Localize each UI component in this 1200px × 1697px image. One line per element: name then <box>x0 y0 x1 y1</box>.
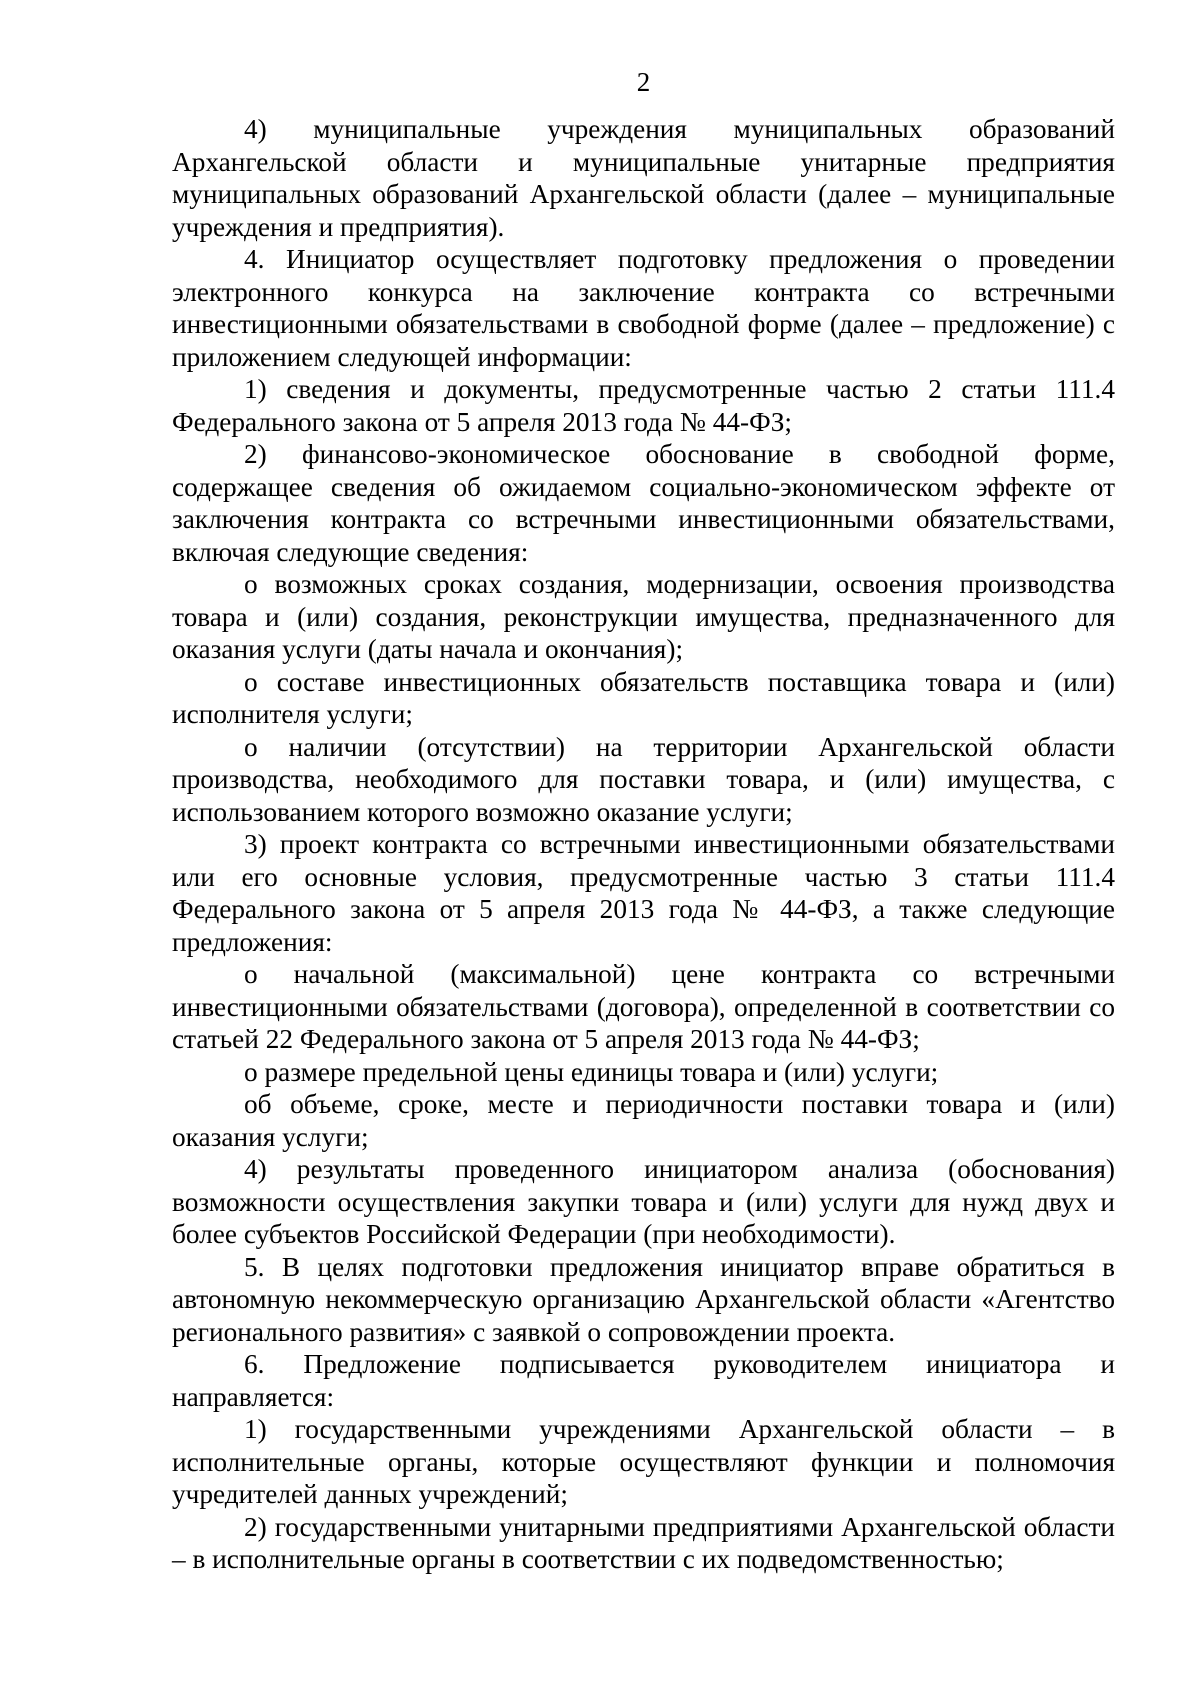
paragraph-clause-6-item-2: 2) государственными унитарными предприятиями Архангельской области – в исполнительные органы в соответствии с их подведомственностью; <box>172 1511 1115 1574</box>
paragraph-subitem-1-documents: 1) сведения и документы, предусмотренные частью 2 статьи 111.4 Федерального закона от 5 апреля 2013 года № 44-ФЗ; <box>172 374 1115 437</box>
paragraph-bullet-terms: о возможных сроках создания, модернизации, освоения производства товара и (или) создания, реконструкции имущества, предназначенного для оказания услуги (даты начала и окончания); <box>172 569 1115 664</box>
paragraph-bullet-volume: об объеме, сроке, месте и периодичности поставки товара и (или) оказания услуги; <box>172 1089 1115 1152</box>
paragraph-clause-6: 6. Предложение подписывается руководителем инициатора и направляется: <box>172 1349 1115 1412</box>
paragraph-bullet-unit-price: о размере предельной цены единицы товара и (или) услуги; <box>244 1056 939 1087</box>
paragraph-bullet-obligations: о составе инвестиционных обязательств поставщика товара и (или) исполнителя услуги; <box>172 666 1115 729</box>
paragraph-bullet-production: о наличии (отсутствии) на территории Архангельской области производства, необходимого для поставки товара, и (или) имущества, с использованием которого возможно оказание услуги; <box>172 731 1115 827</box>
page-number: 2 <box>636 67 651 97</box>
paragraph-bullet-price: о начальной (максимальной) цене контракта со встречными инвестиционными обязательствами (договора), определенной в соответствии со статьей 22 Федерального закона от 5 апреля 2013 года № 44-ФЗ; <box>172 959 1115 1054</box>
paragraph-clause-6-item-1: 1) государственными учреждениями Архангельской области – в исполнительные органы, которые осуществляют функции и полномочия учредителей данных учреждений; <box>172 1414 1115 1509</box>
paragraph-subitem-2-financial: 2) финансово-экономическое обоснование в свободной форме, содержащее сведения об ожидаемом социально-экономическом эффекте от заключения контракта со встречными инвестиционными обязательствами, включая следующие сведения: <box>172 439 1115 567</box>
paragraph-clause-4: 4. Инициатор осуществляет подготовку предложения о проведении электронного конкурса на заключение контракта со встречными инвестиционными обязательствами в свободной форме (далее – предложение) с приложением следующей информации: <box>172 244 1115 372</box>
paragraph-item-4-municipal: 4) муниципальные учреждения муниципальных образований Архангельской области и муниципальные унитарные предприятия муниципальных образований Архангельской области (далее – муниципальные учреждения и предприятия). <box>172 114 1115 242</box>
document-body <box>172 113 1115 1576</box>
paragraph-clause-5: 5. В целях подготовки предложения инициатор вправе обратиться в автономную некоммерческую организацию Архангельской области «Агентство регионального развития» с заявкой о сопровождении проекта. <box>172 1251 1115 1347</box>
paragraph-subitem-4-analysis: 4) результаты проведенного инициатором анализа (обоснования) возможности осуществления закупки товара и (или) услуги для нужд двух и более субъектов Российской Федерации (при необходимости). <box>172 1154 1115 1249</box>
paragraph-subitem-3-contract: 3) проект контракта со встречными инвестиционными обязательствами или его основные условия, предусмотренные частью 3 статьи 111.4 Федерального закона от 5 апреля 2013 года № 44-ФЗ, а также следующие предложения: <box>172 829 1115 957</box>
